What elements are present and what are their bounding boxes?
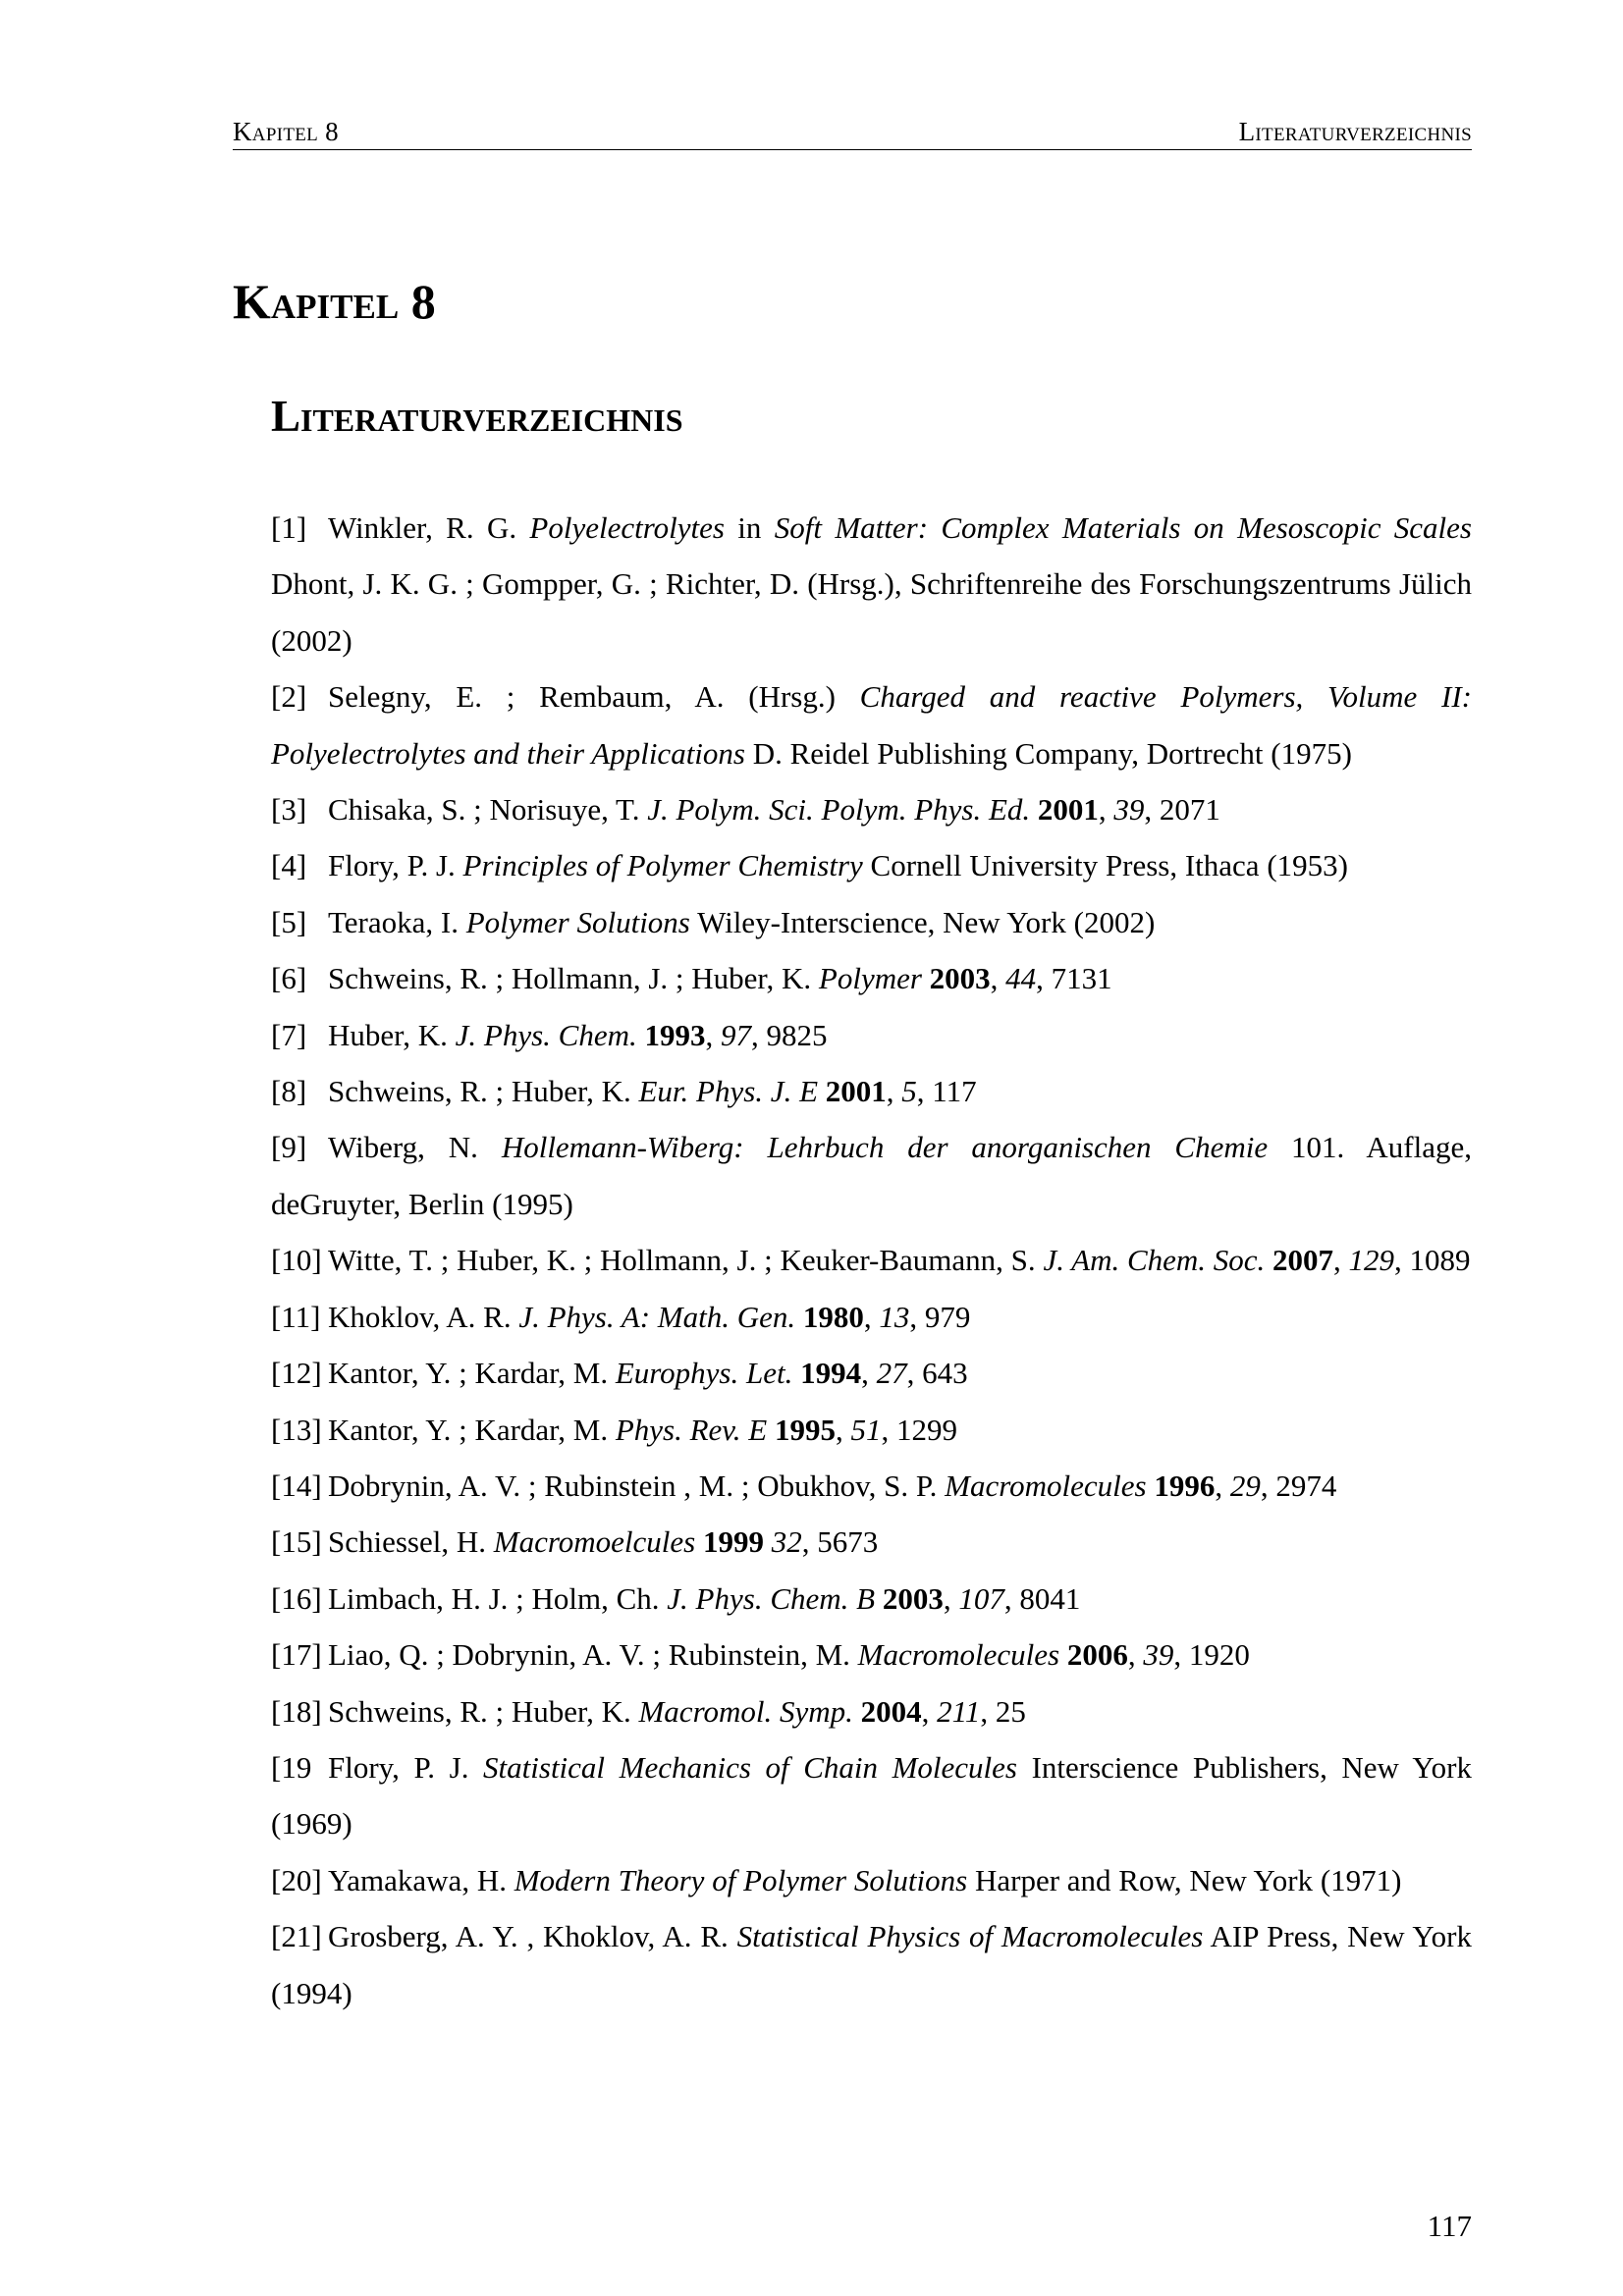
reference-title: 129 xyxy=(1348,1243,1395,1278)
reference-entry xyxy=(271,1289,1472,1345)
reference-title: J. Phys. Chem. B xyxy=(667,1580,876,1616)
reference-title: J. Phys. A: Math. Gen. xyxy=(518,1299,796,1334)
page-number: 117 xyxy=(1427,2209,1472,2243)
running-header xyxy=(233,114,1472,150)
reference-number: [17] xyxy=(271,1637,322,1673)
reference-title: 211 xyxy=(937,1693,981,1729)
reference-text: Yamakawa, H. xyxy=(328,1862,514,1897)
reference-title: 5 xyxy=(901,1074,917,1109)
reference-text: , xyxy=(863,1299,880,1334)
reference-text: Limbach, H. J. ; Holm, Ch. xyxy=(328,1580,668,1616)
reference-year: 2003 xyxy=(882,1580,944,1616)
reference-number: [2] xyxy=(271,679,307,715)
reference-text: , xyxy=(886,1074,902,1109)
reference-text: , xyxy=(1098,792,1114,828)
reference-title: Soft Matter: Complex Materials on Mesoscopic Scales xyxy=(774,510,1472,545)
reference-text: , 8041 xyxy=(1003,1580,1081,1616)
reference-text: Flory, P. J. xyxy=(328,1749,484,1785)
reference-number: [21] xyxy=(271,1919,322,1954)
reference-text xyxy=(875,1581,883,1616)
reference-entry xyxy=(271,1852,1472,1908)
reference-text: , 643 xyxy=(906,1356,968,1391)
reference-text xyxy=(764,1524,772,1559)
reference-number: [5] xyxy=(271,904,307,939)
reference-title: J. Polym. Sci. Polym. Phys. Ed. xyxy=(647,792,1031,828)
reference-text: , 1299 xyxy=(881,1412,957,1447)
reference-number: [15] xyxy=(271,1524,322,1560)
reference-number: [7] xyxy=(271,1017,307,1052)
reference-entry xyxy=(271,1739,1472,1852)
reference-entry xyxy=(271,1683,1472,1739)
reference-text: Harper and Row, New York (1971) xyxy=(967,1862,1402,1897)
reference-number: [8] xyxy=(271,1074,307,1109)
reference-number: [14] xyxy=(271,1468,322,1503)
reference-text: Kantor, Y. ; Kardar, M. xyxy=(328,1412,616,1447)
reference-text: Liao, Q. ; Dobrynin, A. V. ; Rubinstein, M. xyxy=(328,1637,858,1673)
reference-title: Charged and reactive Polymers, Volume II: Polyelectrolytes and their Applications xyxy=(271,679,1472,771)
reference-text: , xyxy=(705,1017,721,1052)
reference-text: Schweins, R. ; Huber, K. xyxy=(328,1693,639,1729)
section-title: Literaturverzeichnis xyxy=(271,392,683,441)
reference-title: 51 xyxy=(850,1412,882,1447)
reference-entry xyxy=(271,1908,1472,2021)
reference-entry xyxy=(271,1063,1472,1119)
reference-text: , xyxy=(990,961,1006,996)
reference-year: 2004 xyxy=(860,1693,922,1729)
reference-number: [20] xyxy=(271,1862,322,1897)
reference-text: Dobrynin, A. V. ; Rubinstein , M. ; Obukhov, S. P. xyxy=(328,1468,946,1503)
reference-title: J. Phys. Chem. xyxy=(455,1017,637,1052)
reference-text: , xyxy=(943,1580,959,1616)
header-section: Literaturverzeichnis xyxy=(1238,117,1472,146)
reference-text: Huber, K. xyxy=(328,1017,456,1052)
reference-text xyxy=(695,1524,703,1559)
reference-text: Witte, T. ; Huber, K. ; Hollmann, J. ; Keuker-Baumann, S. xyxy=(328,1243,1044,1278)
reference-entry xyxy=(271,668,1472,781)
reference-number: [3] xyxy=(271,792,307,828)
reference-title: Macromolecules xyxy=(857,1637,1060,1673)
reference-text: Kantor, Y. ; Kardar, M. xyxy=(328,1356,616,1391)
reference-text: Cornell University Press, Ithaca (1953) xyxy=(862,848,1348,883)
reference-text: in xyxy=(724,510,775,545)
reference-number: [9] xyxy=(271,1130,307,1165)
reference-text xyxy=(767,1413,775,1447)
reference-year: 1996 xyxy=(1154,1468,1216,1503)
reference-text: Schweins, R. ; Hollmann, J. ; Huber, K. xyxy=(328,961,819,996)
reference-number: [12] xyxy=(271,1356,322,1391)
reference-text: Chisaka, S. ; Norisuye, T. xyxy=(328,792,648,828)
reference-entry xyxy=(271,837,1472,893)
reference-title: Hollemann-Wiberg: Lehrbuch der anorganischen Chemie xyxy=(501,1130,1269,1165)
reference-text: , 25 xyxy=(980,1693,1026,1729)
reference-title: Eur. Phys. J. E xyxy=(638,1074,819,1109)
reference-year: 1999 xyxy=(702,1524,764,1560)
reference-year: 2001 xyxy=(825,1074,887,1109)
reference-entry xyxy=(271,1119,1472,1232)
reference-entry xyxy=(271,500,1472,668)
reference-year: 2003 xyxy=(929,961,991,996)
reference-text: , xyxy=(921,1693,938,1729)
reference-number: [13] xyxy=(271,1412,322,1447)
reference-number: [1] xyxy=(271,510,307,545)
reference-number: [11] xyxy=(271,1299,321,1334)
reference-text: AIP Press, New York (1994) xyxy=(271,1919,1472,2010)
reference-text xyxy=(853,1694,861,1729)
reference-text: Grosberg, A. Y. , Khoklov, A. R. xyxy=(328,1919,737,1954)
reference-entry xyxy=(271,1007,1472,1063)
reference-text: , 5673 xyxy=(801,1524,879,1560)
reference-title: 97 xyxy=(720,1017,751,1052)
reference-title: Statistical Physics of Macromolecules xyxy=(736,1919,1204,1954)
reference-text: , xyxy=(1215,1468,1230,1503)
reference-year: 2006 xyxy=(1066,1637,1128,1673)
reference-title: 39 xyxy=(1143,1637,1174,1673)
reference-text: , 9825 xyxy=(750,1017,828,1052)
reference-title: 39 xyxy=(1113,792,1145,828)
reference-text xyxy=(1030,792,1038,827)
reference-title: Principles of Polymer Chemistry xyxy=(462,848,863,883)
reference-entry xyxy=(271,781,1472,837)
reference-text: D. Reidel Publishing Company, Dortrecht (1975) xyxy=(744,735,1352,771)
reference-text: Flory, P. J. xyxy=(328,848,463,883)
reference-text: Selegny, E. ; Rembaum, A. (Hrsg.) xyxy=(328,679,860,715)
reference-number: [10] xyxy=(271,1243,322,1278)
reference-entry xyxy=(271,1232,1472,1288)
reference-entry xyxy=(271,894,1472,950)
reference-list xyxy=(271,500,1472,2021)
reference-text xyxy=(922,961,930,995)
chapter-title: Kapitel 8 xyxy=(233,274,436,329)
reference-title: Polymer xyxy=(818,961,922,996)
reference-entry xyxy=(271,1514,1472,1570)
reference-entry xyxy=(271,1402,1472,1458)
reference-number: [6] xyxy=(271,961,307,996)
reference-number: [18] xyxy=(271,1693,322,1729)
reference-year: 1993 xyxy=(644,1017,706,1052)
reference-text: , 979 xyxy=(909,1299,971,1334)
reference-text: , 1089 xyxy=(1394,1243,1471,1278)
reference-year: 2001 xyxy=(1037,792,1099,828)
reference-year: 1995 xyxy=(774,1412,836,1447)
reference-title: Macromolecules xyxy=(945,1468,1147,1503)
reference-year: 1994 xyxy=(800,1356,862,1391)
reference-title: Europhys. Let. xyxy=(615,1356,793,1391)
reference-text: , 1920 xyxy=(1173,1637,1250,1673)
reference-text: , xyxy=(861,1356,877,1391)
reference-number: [16] xyxy=(271,1580,322,1616)
reference-title: Phys. Rev. E xyxy=(615,1412,768,1447)
reference-title: 27 xyxy=(876,1356,907,1391)
reference-text: , xyxy=(1127,1637,1144,1673)
reference-title: 13 xyxy=(879,1299,910,1334)
reference-text: 101. Auflage, deGruyter, Berlin (1995) xyxy=(271,1130,1472,1221)
reference-text: Winkler, R. G. xyxy=(328,510,530,545)
reference-text: , xyxy=(835,1412,851,1447)
reference-text xyxy=(818,1074,826,1108)
reference-title: 32 xyxy=(771,1524,802,1560)
header-chapter: Kapitel 8 xyxy=(233,117,339,146)
reference-text: Teraoka, I. xyxy=(328,904,466,939)
reference-title: Macromol. Symp. xyxy=(638,1693,853,1729)
reference-title: Polyelectrolytes xyxy=(529,510,725,545)
reference-title: J. Am. Chem. Soc. xyxy=(1043,1243,1266,1278)
reference-text: Schweins, R. ; Huber, K. xyxy=(328,1074,639,1109)
reference-entry xyxy=(271,950,1472,1006)
reference-entry xyxy=(271,1627,1472,1682)
reference-text: Khoklov, A. R. xyxy=(328,1299,519,1334)
reference-text xyxy=(792,1356,800,1390)
reference-title: Macromoelcules xyxy=(493,1524,696,1560)
reference-year: 1980 xyxy=(802,1299,864,1334)
reference-entry xyxy=(271,1571,1472,1627)
reference-number: [4] xyxy=(271,848,307,883)
reference-title: 107 xyxy=(958,1580,1004,1616)
reference-title: Polymer Solutions xyxy=(465,904,690,939)
reference-title: 29 xyxy=(1229,1468,1261,1503)
reference-text xyxy=(795,1300,803,1334)
reference-text: , 2974 xyxy=(1260,1468,1337,1503)
reference-text: , xyxy=(1333,1243,1349,1278)
reference-title: Statistical Mechanics of Chain Molecules xyxy=(483,1749,1017,1785)
reference-text xyxy=(1059,1637,1067,1672)
reference-text: , 117 xyxy=(916,1074,977,1109)
reference-text: Wiberg, N. xyxy=(328,1130,502,1165)
reference-year: 2007 xyxy=(1272,1243,1334,1278)
reference-text: Wiley-Interscience, New York (2002) xyxy=(689,904,1156,939)
reference-title: Modern Theory of Polymer Solutions xyxy=(514,1862,968,1897)
reference-text: , 7131 xyxy=(1036,961,1112,996)
reference-text: Dhont, J. K. G. ; Gompper, G. ; Richter, D. (Hrsg.), Schriftenreihe des Forschungszentrums Jülich (2002) xyxy=(271,566,1472,658)
reference-number: [19 xyxy=(271,1749,312,1785)
reference-entry xyxy=(271,1458,1472,1514)
reference-text xyxy=(1265,1243,1272,1277)
reference-text: Interscience Publishers, New York (1969) xyxy=(271,1749,1472,1842)
reference-entry xyxy=(271,1345,1472,1401)
reference-title: 44 xyxy=(1005,961,1037,996)
reference-text: , 2071 xyxy=(1144,792,1220,828)
reference-text: Schiessel, H. xyxy=(328,1524,494,1560)
